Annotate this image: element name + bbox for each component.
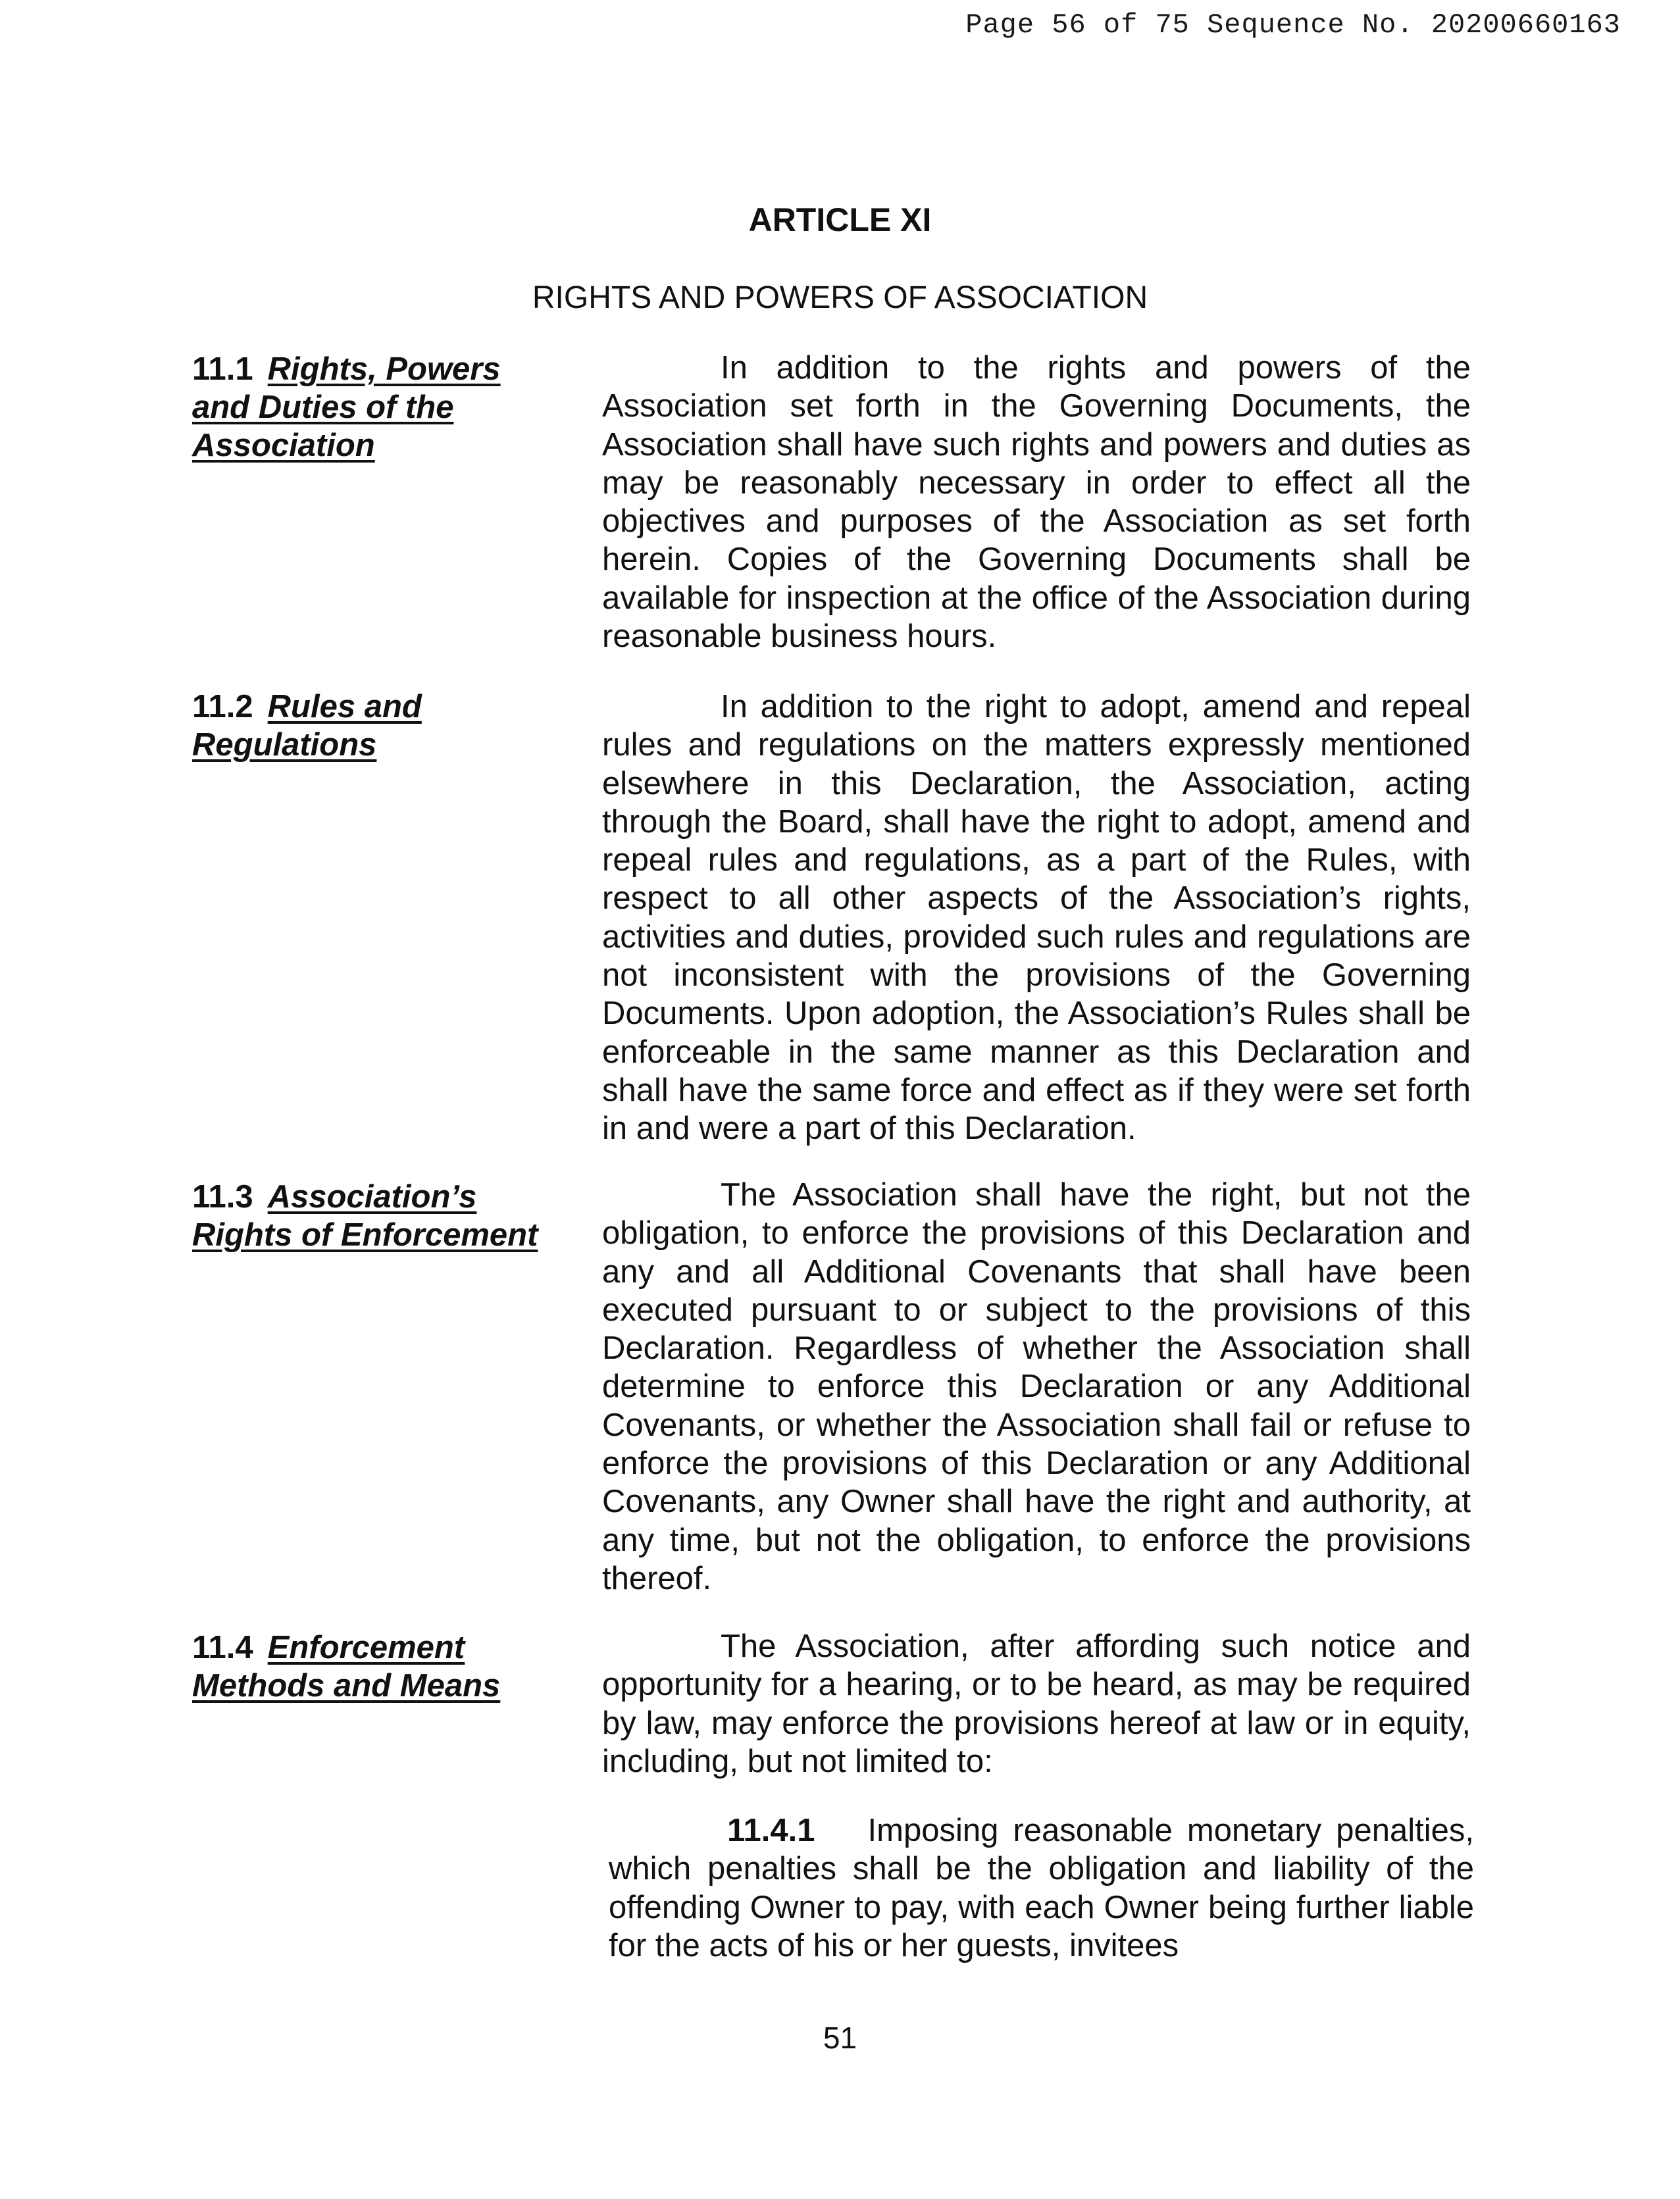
section-number: 11.3 [192,1179,253,1215]
section-title: Association’s Rights of Enforcement [192,1179,538,1253]
section-title: Enforcement Methods and Means [192,1630,501,1704]
section-heading [192,1178,561,1254]
section-number: 11.4 [192,1630,253,1665]
section-number: 11.1 [192,351,253,387]
section-title: Rights, Powers and Duties of the Association [192,351,501,463]
section-body: In addition to the rights and powers of the Association set forth in the Governing Documents, the Association shall have such rights and powers and duties as may be reasonably necessary in order to effect all the objectives and purposes of the Association as set forth herein. Copies of the Governing Documents shall be available for inspection at the office of the Association during reasonable business hours. [602,350,1471,655]
subsection-11-4-1 [609,1811,1474,1965]
subsection-body: Imposing reasonable monetary penalties, which penalties shall be the obligation and liability of the offending Owner to pay, with each Owner being further liable for the acts of his or her guests, invitees [609,1813,1474,1963]
article-title: ARTICLE XI [748,201,932,238]
page-number: 51 [823,2021,857,2055]
section-body: In addition to the right to adopt, amend and repeal rules and regulations on the matters expressly mentioned elsewhere in this Declaration, the Association, acting through the Board, shall have the right to adopt, amend and repeal rules and regulations, as a part of the Rules, with respect to all other aspects of the Association’s rights, activities and duties, provided such rules and regulations are not inconsistent with the provisions of the Governing Documents. Upon adoption, the Association’s Rules shall be enforceable in the same manner as this Declaration and shall have the same force and effect as if they were set forth in and were a part of this Declaration. [602,689,1471,1147]
article-subtitle: RIGHTS AND POWERS OF ASSOCIATION [532,280,1148,315]
section-heading [192,688,561,764]
section-heading [192,350,561,465]
section-heading [192,1629,561,1705]
subsection-number: 11.4.1 [727,1813,815,1848]
section-body: The Association shall have the right, but not the obligation, to enforce the provisions of this Declaration and any and all Additional Covenants that shall have been executed pursuant to or subject to the provisions of this Declaration. Regardless of whether the Association shall determine to enforce this Declaration or any Additional Covenants, or whether the Association shall fail or refuse to enforce the provisions of this Declaration or any Additional Covenants, any Owner shall have the right and authority, at any time, but not the obligation, to enforce the provisions thereof. [602,1177,1471,1596]
section-number: 11.2 [192,689,253,724]
page-sequence-stamp: Page 56 of 75 Sequence No. 20200660163 [965,9,1621,41]
section-title: Rules and Regulations [192,689,422,763]
section-body: The Association, after affording such notice and opportunity for a hearing, or to be heard, as may be required by law, may enforce the provisions hereof at law or in equity, including, but not limited to: [602,1629,1471,1779]
